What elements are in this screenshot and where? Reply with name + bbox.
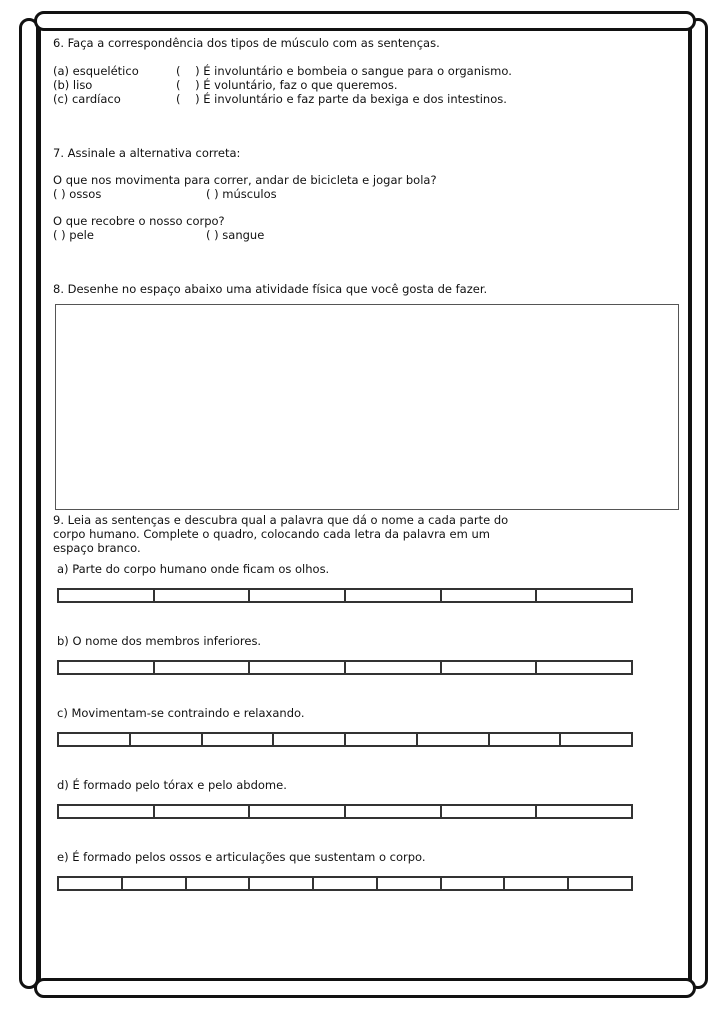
answer-letter-cell[interactable] xyxy=(418,734,490,745)
answer-letter-cell[interactable] xyxy=(59,590,155,601)
q9-intro-line-2: corpo humano. Complete o quadro, colocando cada letra da palavra em um xyxy=(53,527,490,541)
q6-statement-1[interactable]: ( ) É involuntário e bombeia o sangue para o organismo. xyxy=(176,64,512,78)
q9-prompt-e: e) É formado pelos ossos e articulações que sustentam o corpo. xyxy=(57,850,426,864)
answer-letter-cell[interactable] xyxy=(274,734,346,745)
answer-letter-cell[interactable] xyxy=(537,662,631,673)
q7-choice-1a[interactable]: ( ) ossos xyxy=(53,187,102,201)
q6-statement-2[interactable]: ( ) É voluntário, faz o que queremos. xyxy=(176,78,398,92)
answer-grid-e[interactable] xyxy=(57,876,633,891)
answer-letter-cell[interactable] xyxy=(346,806,442,817)
answer-letter-cell[interactable] xyxy=(203,734,275,745)
q6-title: 6. Faça a correspondência dos tipos de músculo com as sentenças. xyxy=(53,36,440,50)
answer-letter-cell[interactable] xyxy=(569,878,631,889)
answer-grid-b[interactable] xyxy=(57,660,633,675)
answer-letter-cell[interactable] xyxy=(250,806,346,817)
answer-letter-cell[interactable] xyxy=(250,878,314,889)
answer-letter-cell[interactable] xyxy=(59,878,123,889)
answer-letter-cell[interactable] xyxy=(561,734,631,745)
q9-intro-line-3: espaço branco. xyxy=(53,541,141,555)
answer-letter-cell[interactable] xyxy=(187,878,251,889)
q6-option-b: (b) liso xyxy=(53,78,93,92)
q7-choice-1b[interactable]: ( ) músculos xyxy=(206,187,277,201)
q7-choice-2b[interactable]: ( ) sangue xyxy=(206,228,265,242)
answer-letter-cell[interactable] xyxy=(442,590,538,601)
answer-letter-cell[interactable] xyxy=(131,734,203,745)
answer-letter-cell[interactable] xyxy=(537,806,631,817)
answer-letter-cell[interactable] xyxy=(314,878,378,889)
q6-statement-3[interactable]: ( ) É involuntário e faz parte da bexiga e dos intestinos. xyxy=(176,92,507,106)
answer-letter-cell[interactable] xyxy=(346,662,442,673)
page-frame-bottom xyxy=(34,978,696,998)
answer-letter-cell[interactable] xyxy=(505,878,569,889)
q9-prompt-c: c) Movimentam-se contraindo e relaxando. xyxy=(57,706,305,720)
q7-choice-2a[interactable]: ( ) pele xyxy=(53,228,94,242)
answer-grid-c[interactable] xyxy=(57,732,633,747)
answer-letter-cell[interactable] xyxy=(155,662,251,673)
answer-letter-cell[interactable] xyxy=(346,734,418,745)
answer-letter-cell[interactable] xyxy=(537,590,631,601)
answer-grid-d[interactable] xyxy=(57,804,633,819)
answer-letter-cell[interactable] xyxy=(250,662,346,673)
q7-question-2: O que recobre o nosso corpo? xyxy=(53,214,225,228)
answer-letter-cell[interactable] xyxy=(442,878,506,889)
answer-letter-cell[interactable] xyxy=(378,878,442,889)
q7-question-1: O que nos movimenta para correr, andar de bicicleta e jogar bola? xyxy=(53,173,437,187)
q9-prompt-d: d) É formado pelo tórax e pelo abdome. xyxy=(57,778,287,792)
q9-intro-line-1: 9. Leia as sentenças e descubra qual a palavra que dá o nome a cada parte do xyxy=(53,513,509,527)
q6-option-a: (a) esquelético xyxy=(53,64,139,78)
answer-grid-a[interactable] xyxy=(57,588,633,603)
answer-letter-cell[interactable] xyxy=(59,662,155,673)
page-frame-top xyxy=(34,11,696,31)
q8-title: 8. Desenhe no espaço abaixo uma atividade física que você gosta de fazer. xyxy=(53,282,488,296)
q9-prompt-a: a) Parte do corpo humano onde ficam os olhos. xyxy=(57,562,330,576)
answer-letter-cell[interactable] xyxy=(250,590,346,601)
answer-letter-cell[interactable] xyxy=(346,590,442,601)
answer-letter-cell[interactable] xyxy=(59,806,155,817)
answer-letter-cell[interactable] xyxy=(155,590,251,601)
q7-title: 7. Assinale a alternativa correta: xyxy=(53,146,241,160)
drawing-area[interactable] xyxy=(55,304,679,510)
answer-letter-cell[interactable] xyxy=(442,662,538,673)
q9-prompt-b: b) O nome dos membros inferiores. xyxy=(57,634,262,648)
answer-letter-cell[interactable] xyxy=(123,878,187,889)
answer-letter-cell[interactable] xyxy=(59,734,131,745)
q6-option-c: (c) cardíaco xyxy=(53,92,121,106)
answer-letter-cell[interactable] xyxy=(490,734,562,745)
answer-letter-cell[interactable] xyxy=(442,806,538,817)
answer-letter-cell[interactable] xyxy=(155,806,251,817)
page-frame-left xyxy=(19,18,39,989)
